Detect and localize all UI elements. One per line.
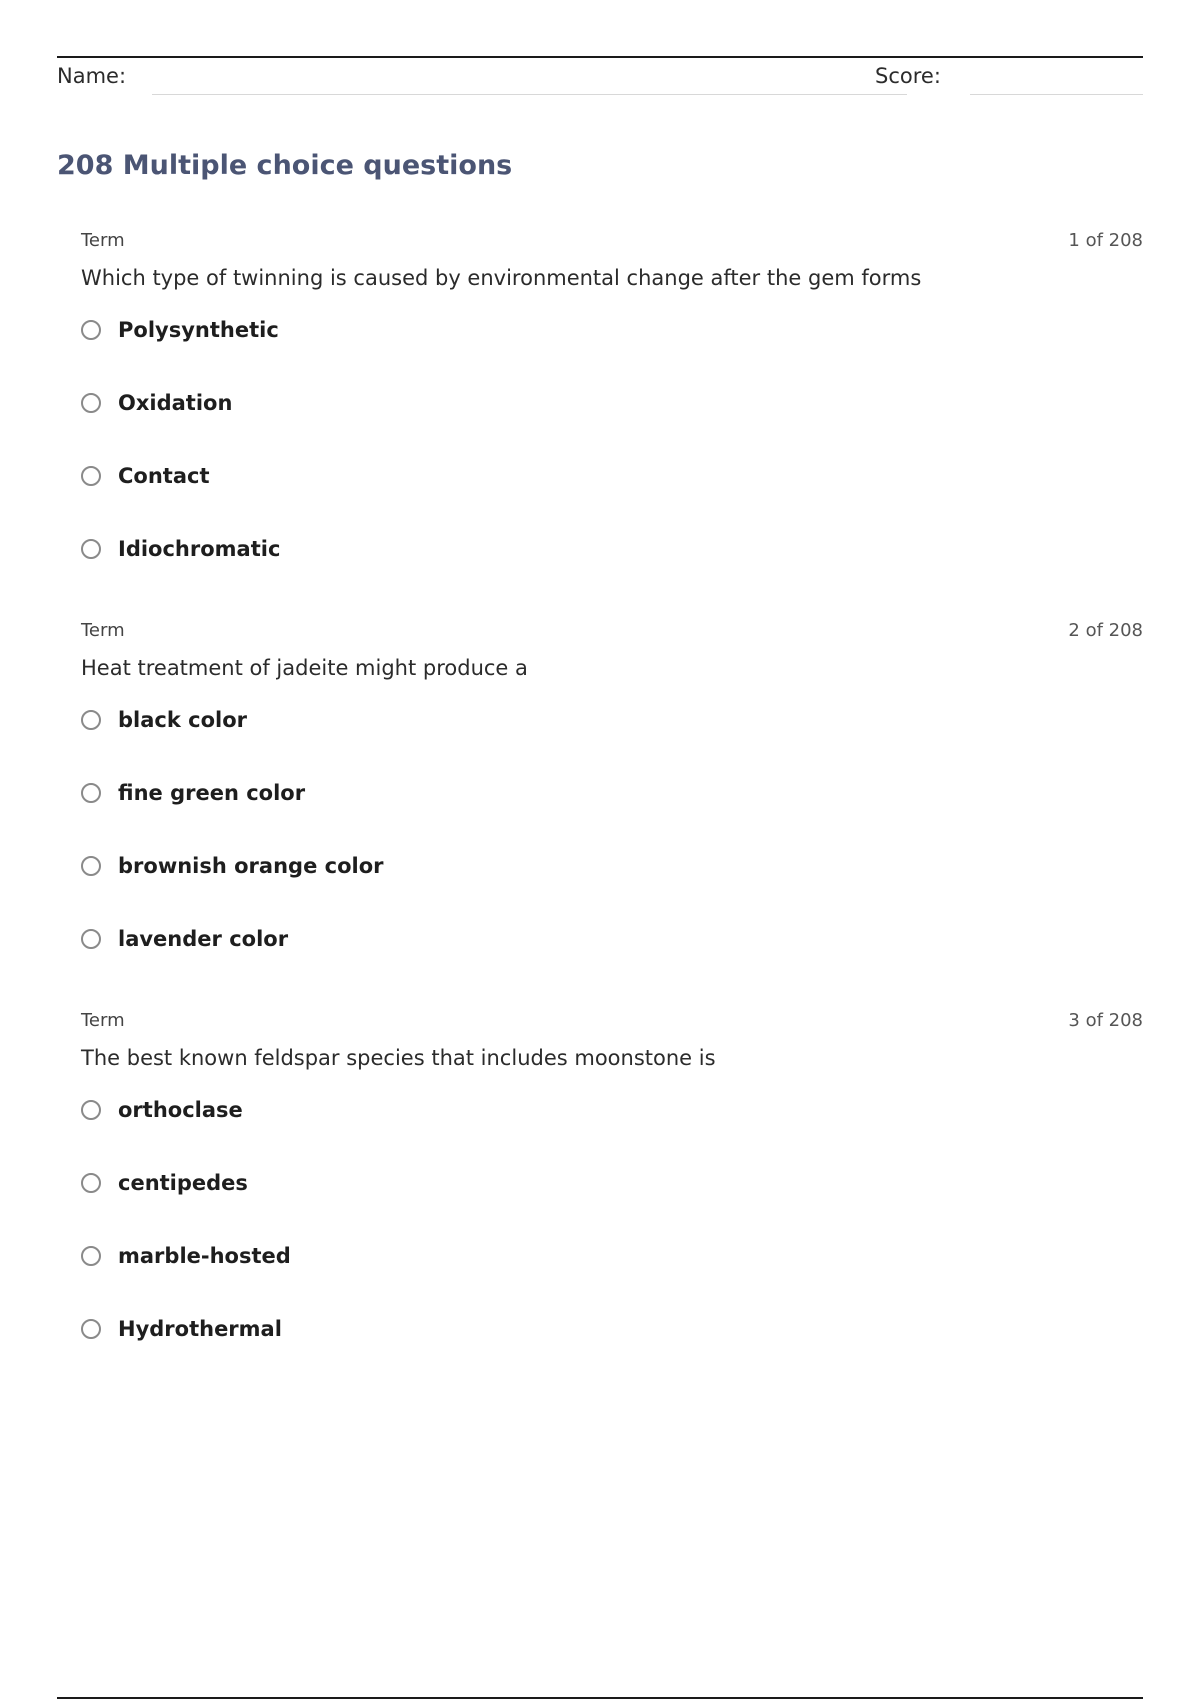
answer-options [81,1098,681,1390]
answer-option[interactable] [81,1171,681,1244]
radio-button[interactable] [81,1100,101,1120]
bottom-rule [57,1697,1143,1699]
radio-button[interactable] [81,856,101,876]
answer-options [81,708,681,1000]
name-field[interactable] [152,94,907,95]
question-term-label: Term [81,1010,125,1031]
answer-option-label: fine green color [118,781,306,805]
header-row [57,62,1143,98]
radio-button[interactable] [81,1319,101,1339]
answer-option-label: Oxidation [118,391,233,415]
answer-options [81,318,681,610]
answer-option-label: marble-hosted [118,1244,291,1268]
radio-button[interactable] [81,929,101,949]
answer-option-label: orthoclase [118,1098,243,1122]
radio-button[interactable] [81,710,101,730]
question-term-label: Term [81,230,125,251]
answer-option[interactable] [81,781,681,854]
question-term-label: Term [81,620,125,641]
answer-option[interactable] [81,464,681,537]
question-text: The best known feldspar species that includes moonstone is [81,1046,716,1070]
name-label: Name: [57,64,127,88]
question-counter: 3 of 208 [1068,1010,1143,1031]
answer-option[interactable] [81,708,681,781]
answer-option-label: Idiochromatic [118,537,281,561]
answer-option[interactable] [81,927,681,1000]
answer-option[interactable] [81,1244,681,1317]
radio-button[interactable] [81,1246,101,1266]
answer-option-label: Polysynthetic [118,318,279,342]
answer-option-label: lavender color [118,927,289,951]
answer-option[interactable] [81,854,681,927]
radio-button[interactable] [81,539,101,559]
score-field[interactable] [970,94,1143,95]
answer-option[interactable] [81,391,681,464]
radio-button[interactable] [81,393,101,413]
question-text: Which type of twinning is caused by environmental change after the gem forms [81,266,922,290]
answer-option-label: Hydrothermal [118,1317,282,1341]
answer-option[interactable] [81,537,681,610]
score-label: Score: [875,64,941,88]
answer-option-label: brownish orange color [118,854,384,878]
radio-button[interactable] [81,783,101,803]
answer-option[interactable] [81,1098,681,1171]
question-counter: 2 of 208 [1068,620,1143,641]
answer-option-label: Contact [118,464,210,488]
page-title: 208 Multiple choice questions [57,150,513,181]
radio-button[interactable] [81,1173,101,1193]
question-text: Heat treatment of jadeite might produce a [81,656,528,680]
radio-button[interactable] [81,466,101,486]
answer-option-label: black color [118,708,247,732]
answer-option-label: centipedes [118,1171,248,1195]
radio-button[interactable] [81,320,101,340]
answer-option[interactable] [81,318,681,391]
answer-option[interactable] [81,1317,681,1390]
question-counter: 1 of 208 [1068,230,1143,251]
top-rule [57,56,1143,58]
